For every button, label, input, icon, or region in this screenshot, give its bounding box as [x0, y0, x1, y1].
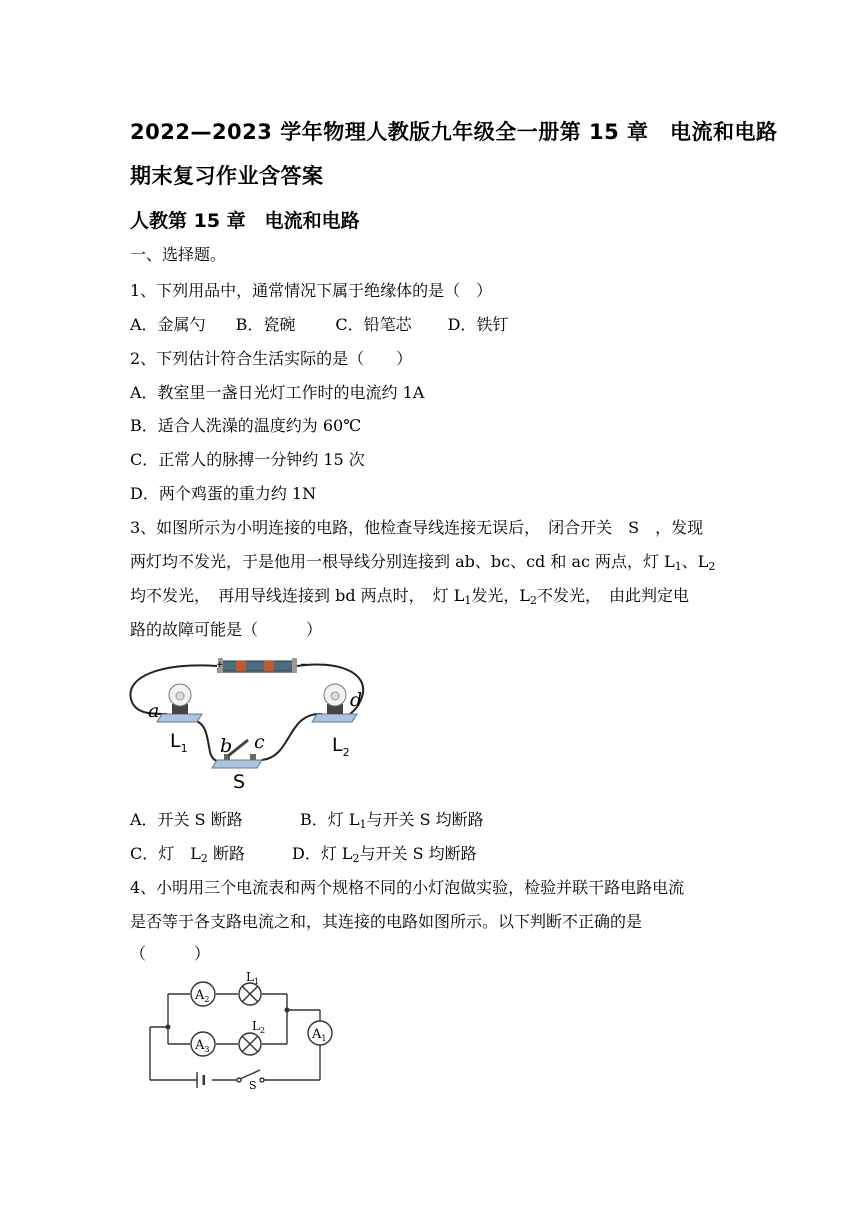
- section-heading: 人教第 15 章 电流和电路: [130, 210, 360, 232]
- document-title-line2: 期末复习作业含答案: [130, 164, 324, 188]
- label-s: S: [233, 771, 246, 793]
- q1-stem: 1、下列用品中，通常情况下属于绝缘体的是（ ）: [130, 281, 493, 300]
- q3-option-c: C．灯 $L_2$ 断路: [130, 844, 245, 865]
- svg-text:A3: $A_3$: [195, 1038, 210, 1054]
- q1-option-d: D．铁钉: [447, 315, 509, 334]
- q2-option-a: A．教室里一盏日光灯工作时的电流约 1A: [130, 383, 425, 402]
- svg-text:+: +: [216, 660, 224, 670]
- svg-text:A1: $A_1$: [312, 1027, 327, 1043]
- label-a: a: [148, 700, 160, 722]
- svg-text:A2: $A_2$: [195, 988, 210, 1004]
- ammeter-a3-icon: [191, 1032, 215, 1056]
- q1-option-c: C．铅笔芯: [335, 315, 412, 334]
- q1-option-b: B．瓷碗: [235, 315, 296, 334]
- q3-stem-line2: 两灯均不发光，于是他用一根导线分别连接到 ab、bc、cd 和 ac 两点，灯 $L_1$、$L_2$: [130, 552, 716, 573]
- lamp-l1-icon: [157, 684, 202, 722]
- q1-option-a: A．金属勺: [130, 315, 206, 334]
- part-heading: 一、选择题。: [130, 245, 227, 264]
- ammeter-a1-icon: [308, 1021, 332, 1045]
- label-b: b: [220, 735, 233, 757]
- label-d: d: [350, 689, 363, 711]
- label-s: S: [249, 1079, 257, 1090]
- label-l2: $L_2$: [332, 734, 350, 759]
- q3-circuit-figure: [122, 652, 372, 797]
- q3-stem-line1: 3、如图所示为小明连接的电路，他检查导线连接无误后， 闭合开关 S ，发现: [130, 518, 704, 537]
- ammeter-a2-icon: [191, 982, 215, 1006]
- q4-circuit-figure: [142, 972, 342, 1090]
- q3-stem-line4: 路的故障可能是（ ）: [130, 620, 323, 639]
- q3-option-b: B．灯 $L_1$与开关 S 均断路: [300, 810, 484, 831]
- label-l1: $L_1$: [246, 972, 260, 986]
- q1-options: [130, 315, 508, 335]
- document-title-line1: 2022—2023 学年物理人教版九年级全一册第 15 章 电流和电路: [130, 120, 778, 144]
- label-c: c: [254, 731, 265, 753]
- battery-icon: [216, 658, 308, 673]
- q3-stem-line3: 均不发光， 再用导线连接到 bd 两点时， 灯 $L_1$发光，$L_2$不发光， 由此判定电: [130, 586, 690, 607]
- q3-option-d: D．灯 $L_2$与开关 S 均断路: [292, 844, 477, 865]
- q3-options-row1: [130, 810, 243, 830]
- q4-stem-line2: 是否等于各支路电流之和，其连接的电路如图所示。以下判断不正确的是: [130, 912, 643, 931]
- q2-stem: 2、下列估计符合生活实际的是（ ）: [130, 349, 413, 368]
- label-l2: $L_2$: [252, 1019, 266, 1035]
- q2-option-d: D．两个鸡蛋的重力约 1N: [130, 484, 317, 503]
- q3-option-a: A．开关 S 断路: [130, 810, 243, 829]
- q4-stem-line3: （ ）: [130, 944, 211, 963]
- battery-icon: [197, 1072, 212, 1088]
- q2-option-b: B．适合人洗澡的温度约为 60℃: [130, 416, 362, 435]
- q4-stem-line1: 4、小明用三个电流表和两个规格不同的小灯泡做实验，检验并联干路电路电流: [130, 878, 685, 897]
- label-l1: $L_1$: [170, 730, 188, 755]
- q2-option-c: C．正常人的脉搏一分钟约 15 次: [130, 450, 365, 469]
- svg-text:−: −: [300, 660, 308, 670]
- lamp-l1-icon: [239, 983, 261, 1005]
- lamp-l2-icon: [239, 1033, 261, 1055]
